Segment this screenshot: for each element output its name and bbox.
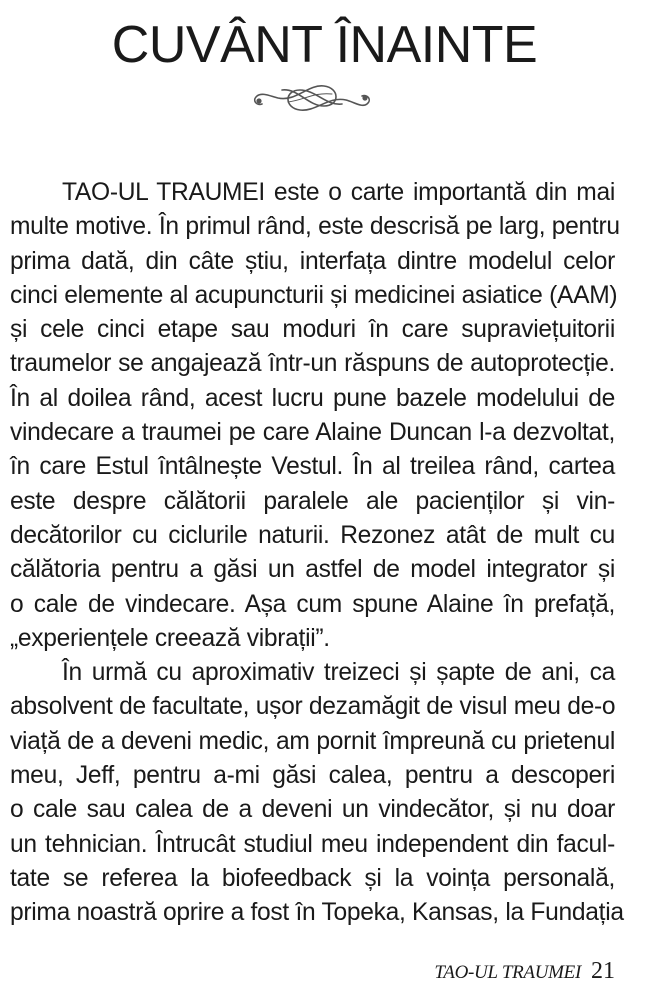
text-line: este despre călătorii paralele ale pacienților și vin- <box>10 487 615 515</box>
text-line: un tehnician. Întrucât studiul meu independent din facul- <box>10 830 615 858</box>
text-line: meu, Jeff, pentru a-mi găsi calea, pentru a descoperi <box>10 762 615 790</box>
paragraph-1 <box>10 176 620 656</box>
text-line: viață de a deveni medic, am pornit împreună cu prietenul <box>10 727 615 755</box>
text-line: prima dată, din câte știu, interfața dintre modelul celor <box>10 247 615 275</box>
running-footer-title: TAO-UL TRAUMEI <box>434 962 581 983</box>
text-line: o cale sau calea de a deveni un vindecător, și nu doar <box>10 796 615 824</box>
text-line: în care Estul întâlnește Vestul. În al treilea rând, cartea <box>10 453 615 481</box>
paragraph-2 <box>10 656 624 930</box>
flourish-ornament-icon <box>248 76 376 116</box>
text-line: călătoria pentru a găsi un astfel de model integrator și <box>10 556 615 584</box>
text-line: și cele cinci etape sau moduri în care supraviețuitorii <box>10 316 615 344</box>
text-line: decătorilor cu ciclurile naturii. Rezonez atât de mult cu <box>10 521 615 549</box>
text-line: cinci elemente al acupuncturii și medicinei asiatice (AAM) <box>10 281 618 309</box>
text-line: o cale de vindecare. Așa cum spune Alaine în prefață, <box>10 590 615 618</box>
page-footer <box>434 958 615 985</box>
text-line: vindecare a traumei pe care Alaine Duncan l-a dezvoltat, <box>10 419 615 447</box>
text-line: tate se referea la biofeedback și la voința personală, <box>10 864 615 892</box>
body-text <box>10 176 624 931</box>
text-line: TAO-UL TRAUMEI este o carte importantă din mai <box>62 179 615 206</box>
text-line: „experiențele creează vibrații”. <box>10 624 330 652</box>
text-line: traumelor se angajează într-un răspuns de autoprotecție. <box>10 350 615 378</box>
text-line: În al doilea rând, acest lucru pune bazele modelului de <box>10 384 615 412</box>
text-line: În urmă cu aproximativ treizeci și șapte de ani, ca <box>62 659 615 687</box>
text-line: multe motive. În primul rând, este descrisă pe larg, pentru <box>10 213 620 241</box>
text-line: prima noastră oprire a fost în Topeka, Kansas, la Fundația <box>10 899 624 927</box>
text-line: absolvent de facultate, ușor dezamăgit de visul meu de-o <box>10 693 616 721</box>
chapter-title: CUVÂNT ÎNAINTE <box>111 16 538 74</box>
page-number: 21 <box>591 958 615 984</box>
